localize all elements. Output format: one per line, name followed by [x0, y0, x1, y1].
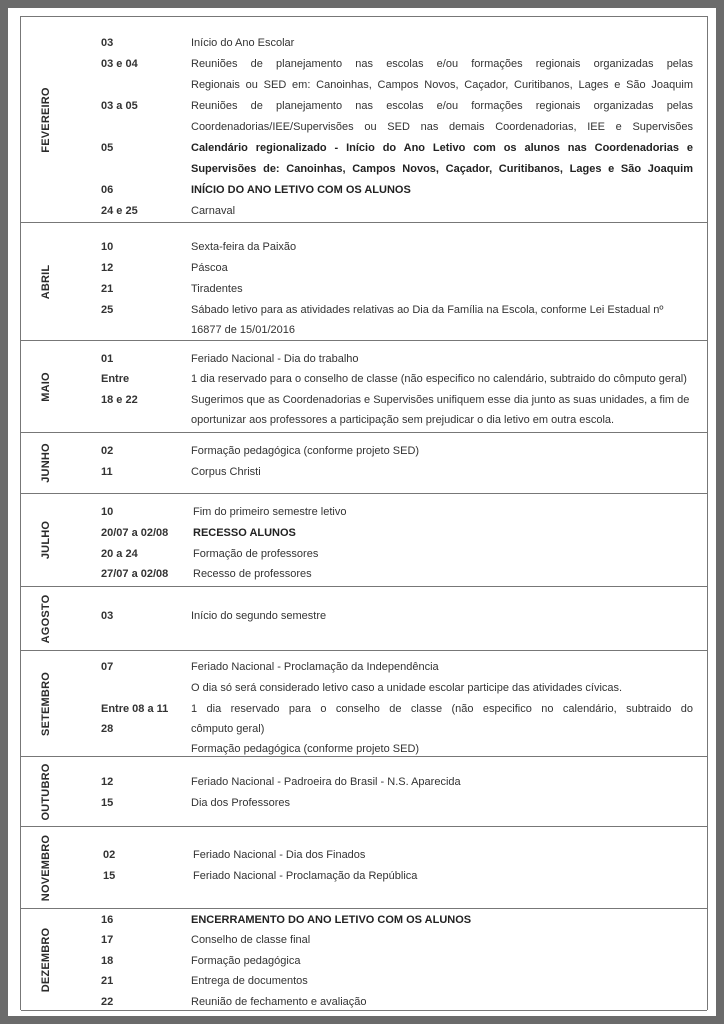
calendar-entry-row	[21, 657, 707, 677]
entry-description: RECESSO ALUNOS	[193, 527, 296, 539]
entry-date: 18 e 22	[101, 394, 138, 406]
entry-description: Sugerimos que as Coordenadorias e Supervisões unifiquem esse dia junto as suas unidades, a fim de	[191, 394, 690, 406]
calendar-entry-row	[21, 320, 707, 340]
month-section-fevereiro	[21, 17, 707, 223]
calendar-entry-row	[21, 719, 707, 739]
calendar-entry-row	[21, 237, 707, 257]
entry-date: Entre	[101, 373, 130, 385]
month-section-abril	[21, 223, 707, 341]
entry-date: 17	[101, 934, 114, 946]
month-section-maio	[21, 341, 707, 433]
entry-description: Formação pedagógica	[191, 955, 301, 967]
entry-date: 12	[101, 262, 114, 274]
calendar-entry-row	[21, 349, 707, 369]
entry-description: Entrega de documentos	[191, 975, 308, 987]
month-section-setembro	[21, 651, 707, 757]
entry-description: Carnaval	[191, 205, 236, 217]
entry-description: Sexta-feira da Paixão	[191, 241, 297, 253]
entry-date: 02	[103, 849, 116, 861]
calendar-entry-row	[21, 866, 707, 886]
month-label: MAIO	[40, 371, 52, 402]
calendar-entry-row	[21, 75, 707, 95]
entry-date: 07	[101, 661, 114, 673]
entry-description: Tiradentes	[191, 283, 243, 295]
entry-description: Feriado Nacional - Proclamação da República	[193, 870, 418, 882]
calendar-entry-row	[21, 410, 707, 430]
calendar-entry-row	[21, 369, 707, 389]
calendar-entry-row	[21, 462, 707, 482]
entry-date: 27/07 a 02/08	[101, 568, 169, 580]
entry-description: Supervisões de: Canoinhas, Campos Novos, Caçador, Curitibanos, Lages e São Joaquim	[191, 163, 693, 175]
entry-description: Formação pedagógica (conforme projeto SED)	[191, 445, 420, 457]
calendar-entry-row	[21, 258, 707, 278]
calendar-page	[8, 8, 716, 1016]
calendar-entry-row	[21, 772, 707, 792]
entry-description: Coordenadorias/IEE/Supervisões ou SED nas demais Coordenadorias, IEE e Supervisões	[191, 121, 693, 133]
calendar-entry-row	[21, 33, 707, 53]
entry-description: Feriado Nacional - Padroeira do Brasil - N.S. Aparecida	[191, 776, 461, 788]
entry-description: Recesso de professores	[193, 568, 312, 580]
entry-date: 24 e 25	[101, 205, 138, 217]
calendar-entry-row	[21, 180, 707, 200]
month-label: NOVEMBRO	[40, 834, 52, 901]
month-label: DEZEMBRO	[40, 927, 52, 992]
entry-date: 10	[101, 241, 114, 253]
entry-description: Reuniões de planejamento nas escolas e/ou formações regionais organizadas pelas	[191, 58, 693, 70]
entry-date: 15	[103, 870, 116, 882]
month-label: FEVEREIRO	[40, 86, 52, 153]
entry-date: 21	[101, 975, 114, 987]
calendar-entry-row	[21, 544, 707, 564]
calendar-entry-row	[21, 971, 707, 991]
entry-description: 1 dia reservado para o conselho de classe (não especifico no calendário, subtraido do cômputo geral)	[191, 373, 687, 385]
calendar-entry-row	[21, 523, 707, 543]
entry-description: cômputo geral)	[191, 723, 265, 735]
entry-description: Feriado Nacional - Dia do trabalho	[191, 353, 359, 365]
month-section-junho	[21, 433, 707, 494]
month-section-julho	[21, 494, 707, 587]
calendar-entry-row	[21, 951, 707, 971]
entry-date: 10	[101, 506, 114, 518]
entry-description: Reunião de fechamento e avaliação	[191, 996, 367, 1008]
month-label: ABRIL	[40, 264, 52, 299]
entry-description: Formação de professores	[193, 548, 319, 560]
month-section-agosto	[21, 587, 707, 651]
calendar-entry-row	[21, 279, 707, 299]
calendar-entry-row	[21, 54, 707, 74]
calendar-entry-row	[21, 201, 707, 221]
calendar-entry-row	[21, 390, 707, 410]
entry-date: 25	[101, 304, 114, 316]
entry-description: Regionais ou SED em: Canoinhas, Campos Novos, Caçador, Curitibanos, Lages e São Joaquim	[191, 79, 693, 91]
entry-date: 20/07 a 02/08	[101, 527, 169, 539]
month-section-novembro	[21, 827, 707, 909]
entry-description: Início do Ano Escolar	[191, 37, 295, 49]
entry-date: 11	[101, 466, 113, 478]
entry-description: Feriado Nacional - Proclamação da Independência	[191, 661, 439, 673]
calendar-entry-row	[21, 606, 707, 626]
calendar-entry-row	[21, 739, 707, 759]
calendar-entry-row	[21, 564, 707, 584]
entry-date: 16	[101, 914, 114, 926]
entry-description: Páscoa	[191, 262, 228, 274]
calendar-entry-row	[21, 910, 707, 930]
entry-description: Formação pedagógica (conforme projeto SED)	[191, 743, 420, 755]
entry-description: Corpus Christi	[191, 466, 261, 478]
calendar-entry-row	[21, 96, 707, 116]
entry-date: 03 a 05	[101, 100, 138, 112]
entry-date: 01	[101, 353, 114, 365]
calendar-entry-row	[21, 930, 707, 950]
entry-description: O dia só será considerado letivo caso a unidade escolar participe das atividades cívicas.	[191, 682, 623, 694]
entry-date: Entre 08 a 11	[101, 703, 169, 715]
month-section-outubro	[21, 757, 707, 827]
month-label: SETEMBRO	[40, 671, 52, 736]
school-calendar-table	[20, 16, 708, 1010]
entry-date: 12	[101, 776, 114, 788]
entry-description: Feriado Nacional - Dia dos Finados	[193, 849, 366, 861]
calendar-entry-row	[21, 138, 707, 158]
entry-description: Sábado letivo para as atividades relativas ao Dia da Família na Escola, conforme Lei Estadual nº	[191, 304, 664, 316]
calendar-entry-row	[21, 793, 707, 813]
entry-date: 15	[101, 797, 114, 809]
entry-description: Conselho de classe final	[191, 934, 311, 946]
entry-date: 22	[101, 996, 114, 1008]
entry-description: ENCERRAMENTO DO ANO LETIVO COM OS ALUNOS	[191, 914, 472, 926]
entry-date: 03	[101, 610, 114, 622]
entry-description: INÍCIO DO ANO LETIVO COM OS ALUNOS	[191, 184, 411, 196]
calendar-entry-row	[21, 678, 707, 698]
entry-description: 1 dia reservado para o conselho de classe (não especifico no calendário, subtraido do	[191, 703, 693, 715]
month-label: JULHO	[40, 520, 52, 560]
entry-date: 03 e 04	[101, 58, 138, 70]
calendar-entry-row	[21, 117, 707, 137]
month-section-dezembro	[21, 909, 707, 1011]
entry-date: 05	[101, 142, 114, 154]
entry-description: 16877 de 15/01/2016	[191, 324, 295, 336]
entry-date: 21	[101, 283, 114, 295]
calendar-entry-row	[21, 992, 707, 1012]
entry-description: Início do segundo semestre	[191, 610, 327, 622]
calendar-entry-row	[21, 502, 707, 522]
calendar-entry-row	[21, 699, 707, 719]
entry-date: 06	[101, 184, 114, 196]
entry-date: 02	[101, 445, 114, 457]
entry-description: Calendário regionalizado - Início do Ano Letivo com os alunos nas Coordenadorias e	[191, 142, 693, 154]
month-label: OUTUBRO	[40, 762, 52, 821]
month-label: JUNHO	[40, 443, 52, 483]
calendar-entry-row	[21, 300, 707, 320]
entry-date: 28	[101, 723, 114, 735]
entry-description: oportunizar aos professores a participação sem prejudicar o dia letivo em outra escola.	[191, 414, 615, 426]
month-label: AGOSTO	[40, 594, 52, 643]
entry-date: 03	[101, 37, 114, 49]
calendar-entry-row	[21, 159, 707, 179]
entry-date: 20 a 24	[101, 548, 138, 560]
entry-description: Reuniões de planejamento nas escolas e/ou formações regionais organizadas pelas	[191, 100, 693, 112]
calendar-entry-row	[21, 441, 707, 461]
entry-description: Dia dos Professores	[191, 797, 291, 809]
calendar-entry-row	[21, 845, 707, 865]
entry-description: Fim do primeiro semestre letivo	[193, 506, 347, 518]
entry-date: 18	[101, 955, 114, 967]
